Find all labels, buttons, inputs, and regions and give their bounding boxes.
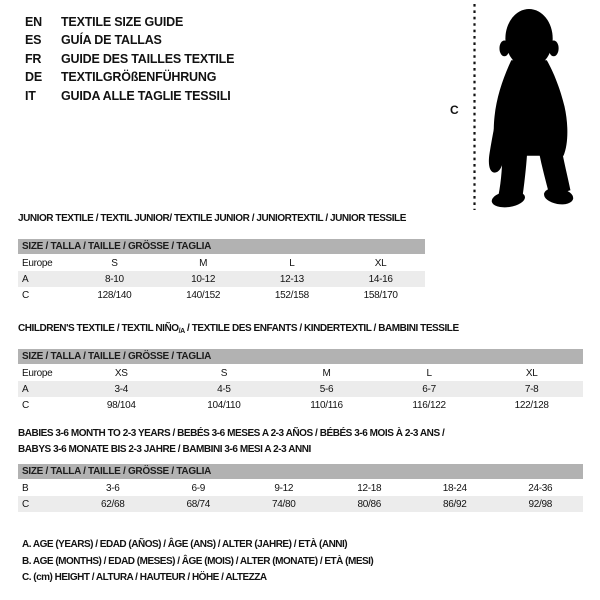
size-header-bar: SIZE / TALLA / TAILLE / GRÖSSE / TAGLIA bbox=[18, 349, 583, 364]
table-cell: L bbox=[289, 257, 295, 269]
size-header-bar: SIZE / TALLA / TAILLE / GRÖSSE / TAGLIA bbox=[18, 239, 425, 254]
size-table-junior bbox=[18, 239, 425, 303]
language-block bbox=[25, 13, 234, 105]
table-cell: 74/80 bbox=[271, 498, 296, 510]
table-row bbox=[18, 480, 583, 496]
table-title-children bbox=[18, 321, 459, 340]
table-cell: 5-6 bbox=[319, 383, 334, 395]
table-cell: XS bbox=[114, 367, 128, 379]
table-row bbox=[18, 271, 425, 287]
language-text: TEXTILGRÖßENFÜHRUNG bbox=[61, 70, 217, 85]
table-row bbox=[18, 365, 583, 381]
table-cell: 62/68 bbox=[100, 498, 125, 510]
footnote-line: C. (cm) HEIGHT / ALTURA / HAUTEUR / HÖHE / ALTEZZA bbox=[22, 572, 267, 584]
table-row bbox=[18, 287, 425, 303]
table-cell: XL bbox=[525, 367, 538, 379]
table-cell: 122/128 bbox=[514, 399, 549, 411]
table-title-segment: BABIES 3-6 MONTH TO 2-3 YEARS / BEBÉS 3-6 MESES A 2-3 AÑOS / BÉBÉS 3-6 MOIS À 2-3 ANS / bbox=[18, 428, 445, 439]
table-cell: M bbox=[199, 257, 208, 269]
table-cell: 10-12 bbox=[191, 273, 216, 285]
table-title-segment: /A bbox=[178, 328, 185, 335]
table-cell: 8-10 bbox=[104, 273, 124, 285]
table-cell: 14-16 bbox=[368, 273, 393, 285]
language-text: GUIDA ALLE TAGLIE TESSILI bbox=[61, 88, 231, 103]
table-cell: 18-24 bbox=[442, 482, 467, 494]
table-title-segment: BABYS 3-6 MONATE BIS 2-3 JAHRE / BAMBINI 3-6 MESI A 2-3 ANNI bbox=[18, 443, 311, 455]
table-cell: 9-12 bbox=[274, 482, 294, 494]
size-header-bar: SIZE / TALLA / TAILLE / GRÖSSE / TAGLIA bbox=[18, 464, 583, 479]
table-cell: 104/110 bbox=[207, 399, 241, 411]
table-cell: 68/74 bbox=[186, 498, 211, 510]
table-cell: 12-13 bbox=[279, 273, 304, 285]
language-row bbox=[25, 31, 234, 49]
table-cell: S bbox=[220, 367, 228, 379]
table-cell: 24-36 bbox=[528, 482, 553, 494]
table-title-segment: CHILDREN'S TEXTILE / TEXTIL NIÑO bbox=[18, 323, 179, 334]
table-cell: 3-4 bbox=[114, 383, 129, 395]
table-cell: 110/116 bbox=[310, 399, 343, 411]
table-cell: 6-7 bbox=[422, 383, 436, 395]
table-row bbox=[18, 381, 583, 397]
table-title-babies bbox=[18, 426, 518, 457]
table-cell: 158/170 bbox=[363, 289, 398, 301]
footnotes bbox=[22, 537, 373, 587]
table-cell: 12-18 bbox=[357, 482, 382, 494]
table-cell: 3-6 bbox=[105, 482, 120, 494]
language-row bbox=[25, 50, 234, 68]
table-cell: S bbox=[111, 257, 118, 269]
language-code-label: DE bbox=[25, 70, 42, 85]
table-cell: 98/104 bbox=[106, 399, 136, 411]
table-row bbox=[18, 397, 583, 413]
table-cell: 92/98 bbox=[528, 498, 553, 510]
table-cell: L bbox=[426, 367, 432, 379]
footnote-line: A. AGE (YEARS) / EDAD (AÑOS) / ÂGE (ANS) / ALTER (JAHRE) / ETÀ (ANNI) bbox=[22, 539, 348, 550]
language-text: GUÍA DE TALLAS bbox=[61, 33, 162, 48]
table-cell: M bbox=[322, 367, 331, 379]
table-cell: 4-5 bbox=[217, 383, 231, 395]
language-text: TEXTILE SIZE GUIDE bbox=[61, 15, 184, 29]
table-title-segment: / TEXTILE DES ENFANTS / KINDERTEXTIL / BAMBINI TESSILE bbox=[184, 323, 459, 334]
height-dashed-line bbox=[472, 2, 477, 212]
language-code-label: IT bbox=[25, 88, 36, 103]
row-label: C bbox=[22, 399, 29, 411]
figure-size-guide bbox=[440, 0, 590, 215]
table-title-segment: JUNIOR TEXTILE / TEXTIL JUNIOR/ TEXTILE JUNIOR / JUNIORTEXTIL / JUNIOR TESSILE bbox=[18, 213, 406, 224]
baby-silhouette-icon bbox=[482, 6, 582, 211]
table-cell: XL bbox=[374, 257, 387, 269]
language-text: GUIDE DES TAILLES TEXTILE bbox=[61, 51, 235, 66]
row-label: B bbox=[22, 482, 29, 494]
table-cell: 86/92 bbox=[442, 498, 467, 510]
language-row bbox=[25, 13, 234, 31]
language-row bbox=[25, 87, 234, 105]
table-cell: 80/86 bbox=[357, 498, 382, 510]
table-cell: 128/140 bbox=[97, 289, 132, 301]
table-cell: 7-8 bbox=[524, 383, 539, 395]
table-cell: 116/122 bbox=[412, 399, 446, 411]
size-table-children bbox=[18, 349, 583, 413]
size-table-babies bbox=[18, 464, 583, 512]
row-label: Europe bbox=[22, 367, 53, 379]
footnote-line: B. AGE (MONTHS) / EDAD (MESES) / ÂGE (MOIS) / ALTER (MONATE) / ETÀ (MESI) bbox=[22, 555, 374, 567]
language-code-label: ES bbox=[25, 33, 42, 48]
row-label: C bbox=[22, 498, 29, 510]
table-cell: 6-9 bbox=[191, 482, 206, 494]
language-row bbox=[25, 68, 234, 86]
language-code-label: FR bbox=[25, 51, 42, 66]
height-measure-label: C bbox=[450, 103, 459, 117]
table-row bbox=[18, 255, 425, 271]
row-label: C bbox=[22, 289, 29, 301]
row-label: Europe bbox=[22, 257, 53, 269]
row-label: A bbox=[22, 383, 29, 395]
table-cell: 152/158 bbox=[274, 289, 309, 301]
table-cell: 140/152 bbox=[186, 289, 221, 301]
language-code-label: EN bbox=[25, 15, 42, 29]
table-title-junior bbox=[18, 211, 406, 227]
row-label: A bbox=[22, 273, 29, 285]
table-row bbox=[18, 496, 583, 512]
